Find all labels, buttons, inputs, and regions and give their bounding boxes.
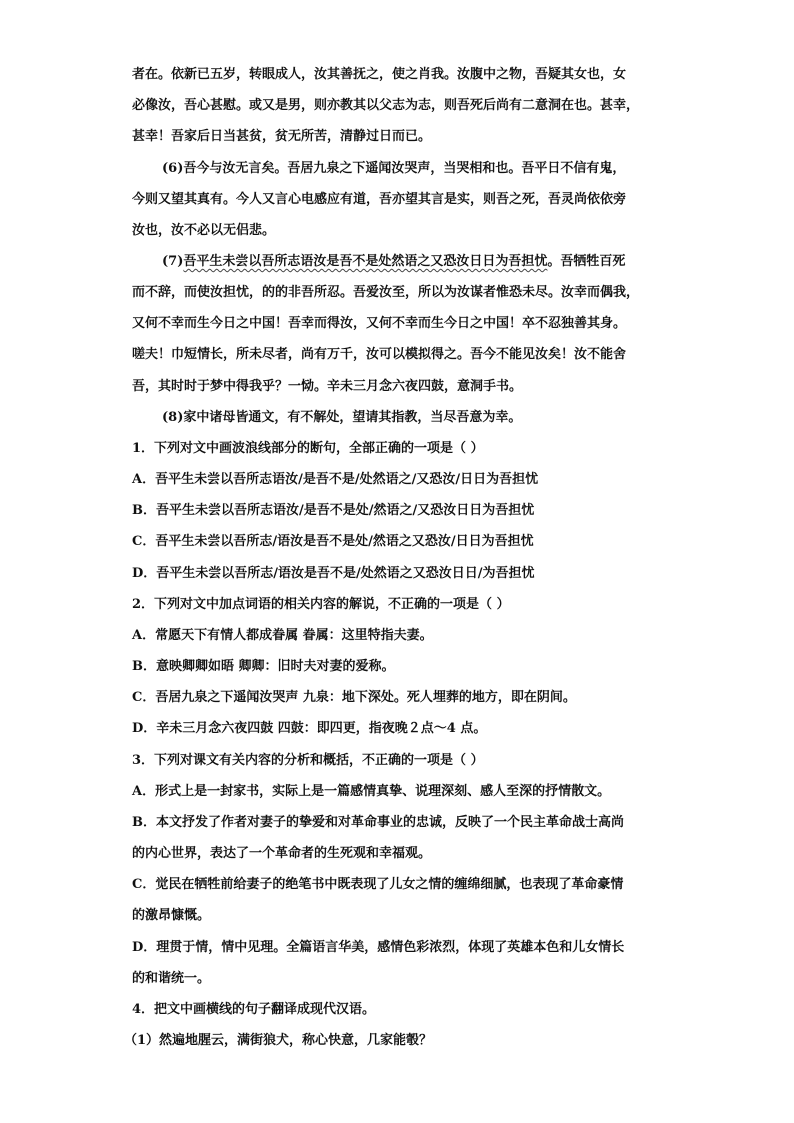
q2-stem: 2．下列对文中加点词语的相关内容的解说，不正确的一项是（ ） bbox=[132, 597, 510, 612]
q3-option-b-line1: B．本文抒发了作者对妻子的挚爱和对革命事业的忠诚，反映了一个民主革命战士高尚 bbox=[132, 815, 624, 830]
q3-option-d-line2: 的和谐统一。 bbox=[132, 971, 211, 986]
para5-line3: 甚幸！吾家后日当甚贫，贫无所苦，清静过日而已。 bbox=[132, 129, 432, 144]
q1-option-d: D．吾平生未尝以吾所志/语汝是吾不是/处然语之又恐汝日日/为吾担忧 bbox=[132, 566, 535, 581]
q1-option-a: A．吾平生未尝以吾所志语汝/是吾不是/处然语之/又恐汝/日日为吾担忧 bbox=[132, 472, 539, 487]
q3-option-b-line2: 的内心世界，表达了一个革命者的生死观和幸福观。 bbox=[132, 846, 432, 861]
q2-option-c: C．吾居九泉之下遥闻汝哭声 九泉：地下深处。死人埋葬的地方，即在阴间。 bbox=[132, 690, 576, 705]
q3-option-d-line1: D．理贯于情，情中见理。全篇语言华美，感情色彩浓烈，体现了英雄本色和儿女情长 bbox=[132, 940, 625, 955]
q2-option-b: B．意映卿卿如晤 卿卿：旧时夫对妻的爱称。 bbox=[132, 659, 395, 674]
para6-line3: 汝也，汝不必以无侣悲。 bbox=[132, 223, 276, 238]
wavy-underlined-sentence: 吾平生未尝以吾所志语汝是吾不是处然语之又恐汝日日为吾担忧 bbox=[183, 254, 548, 269]
q3-option-c-line2: 的激昂慷慨。 bbox=[132, 908, 211, 923]
para7-line5: 吾，其时时于梦中得我乎？一恸。辛未三月念六夜四鼓，意洞手书。 bbox=[132, 379, 523, 394]
para7-line1-rest: 。吾牺牲百死 bbox=[547, 254, 626, 269]
para7-line1 bbox=[162, 254, 625, 270]
para6-line2: 今则又望其真有。今人又言心电感应有道，吾亦望其言是实，则吾之死，吾灵尚依依旁 bbox=[132, 192, 627, 207]
para7-line4: 嗟夫！巾短情长，所未尽者，尚有万千，汝可以模拟得之。吾今不能见汝矣！汝不能舍 bbox=[132, 347, 627, 362]
q3-option-a: A．形式上是一封家书，实际上是一篇感情真挚、说理深刻、感人至深的抒情散文。 bbox=[132, 784, 611, 799]
q1-stem: 1．下列对文中画波浪线部分的断句，全部正确的一项是（ ） bbox=[132, 441, 484, 456]
para7-number: (7) bbox=[162, 254, 184, 269]
q3-stem: 3．下列对课文有关内容的分析和概括，不正确的一项是（ ） bbox=[132, 753, 484, 768]
q2-option-a: A．常愿天下有情人都成眷属 眷属：这里特指夫妻。 bbox=[132, 628, 433, 643]
q2-option-d: D．辛未三月念六夜四鼓 四鼓：即四更，指夜晚２点～4 点。 bbox=[132, 721, 487, 736]
q1-option-b: B．吾平生未尝以吾所志语汝/是吾不是处/然语之/又恐汝日日为吾担忧 bbox=[132, 503, 535, 518]
q4-sub1: （1）然遍地腥云，满街狼犬，称心快意，几家能彀？ bbox=[124, 1033, 433, 1048]
q3-option-c-line1: C．觉民在牺牲前给妻子的绝笔书中既表现了儿女之情的缠绵细腻，也表现了革命豪情 bbox=[132, 877, 624, 892]
para5-line2: 必像汝，吾心甚慰。或又是男，则亦教其以父志为志，则吾死后尚有二意洞在也。甚幸， bbox=[132, 98, 640, 113]
para8-line: (8)家中诸母皆通文，有不解处，望请其指教，当尽吾意为幸。 bbox=[162, 410, 522, 425]
q1-option-c: C．吾平生未尝以吾所志/语汝是吾不是处/然语之又恐汝/日日为吾担忧 bbox=[132, 534, 534, 549]
q4-stem: 4．把文中画横线的句子翻译成现代汉语。 bbox=[132, 1002, 376, 1017]
para7-line3: 又何不幸而生今日之中国！吾幸而得汝，又何不幸而生今日之中国！卒不忍独善其身。 bbox=[132, 316, 627, 331]
para6-line1: (6)吾今与汝无言矣。吾居九泉之下遥闻汝哭声，当哭相和也。吾平日不信有鬼， bbox=[162, 161, 626, 176]
para7-line2: 而不辞，而使汝担忧，的的非吾所忍。吾爱汝至，所以为汝谋者惟恐未尽。汝幸而偶我， bbox=[132, 285, 640, 300]
para5-line1: 者在。依新已五岁，转眼成人，汝其善抚之，使之肖我。汝腹中之物，吾疑其女也，女 bbox=[132, 67, 627, 82]
